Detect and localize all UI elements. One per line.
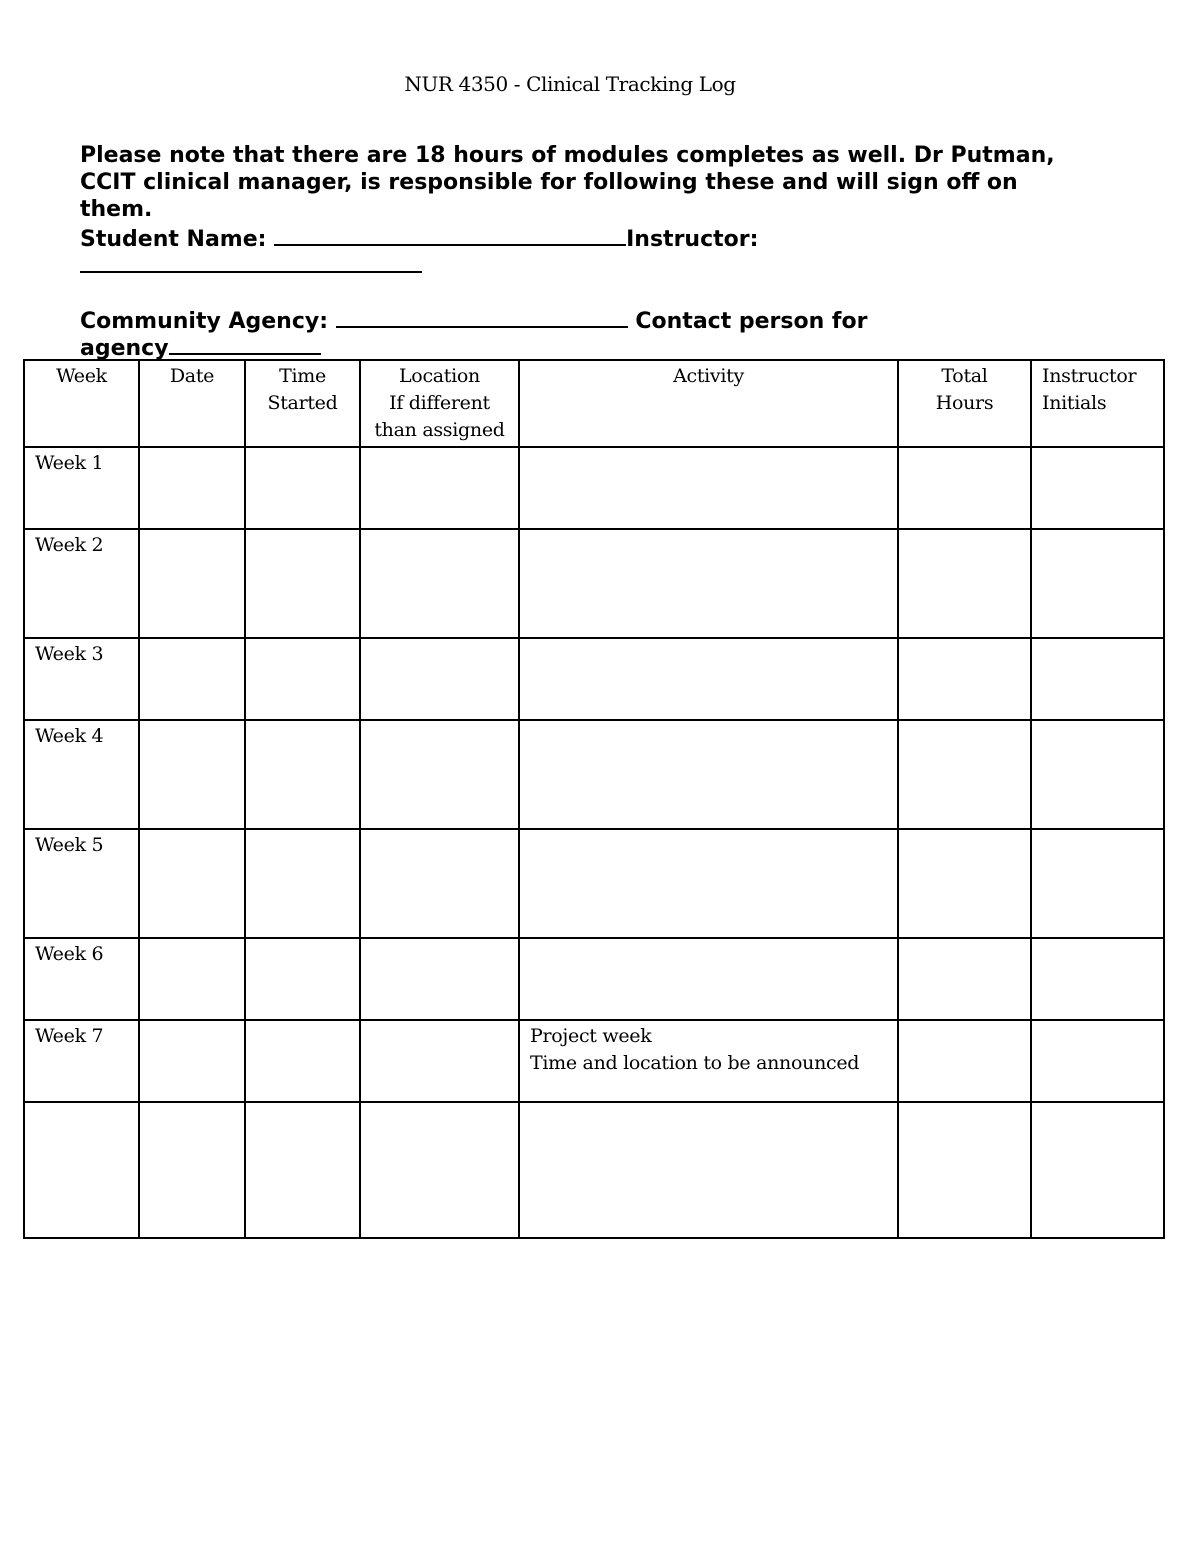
modules-note xyxy=(80,142,1080,223)
cell-instructor-initials[interactable] xyxy=(1031,938,1164,1020)
cell-activity[interactable] xyxy=(519,638,898,720)
cell-instructor-initials[interactable] xyxy=(1031,638,1164,720)
cell-location[interactable] xyxy=(360,938,519,1020)
table-row xyxy=(24,829,1164,938)
cell-week[interactable]: Week 5 xyxy=(24,829,139,938)
cell-activity[interactable] xyxy=(519,447,898,529)
student-name-field[interactable] xyxy=(274,224,626,246)
cell-time-started[interactable] xyxy=(245,638,360,720)
table-header-row xyxy=(24,360,1164,447)
header-line: Instructor xyxy=(1042,365,1137,387)
instructor-line xyxy=(80,251,422,280)
community-agency-label: Community Agency: xyxy=(80,309,329,334)
contact-person-label: Contact person for xyxy=(635,309,868,334)
cell-total-hours[interactable] xyxy=(898,1102,1031,1238)
header-line: Started xyxy=(267,392,338,414)
student-instructor-line xyxy=(80,224,758,253)
community-agency-field[interactable] xyxy=(336,306,628,328)
cell-time-started[interactable] xyxy=(245,447,360,529)
header-instructor-initials xyxy=(1031,360,1164,447)
cell-date[interactable] xyxy=(139,938,245,1020)
cell-date[interactable] xyxy=(139,1020,245,1102)
cell-instructor-initials[interactable] xyxy=(1031,829,1164,938)
cell-location[interactable] xyxy=(360,1102,519,1238)
cell-total-hours[interactable] xyxy=(898,447,1031,529)
table-row xyxy=(24,529,1164,638)
cell-total-hours[interactable] xyxy=(898,1020,1031,1102)
header-date xyxy=(139,360,245,447)
cell-date[interactable] xyxy=(139,638,245,720)
cell-activity[interactable] xyxy=(519,1102,898,1238)
header-line: Hours xyxy=(935,392,994,414)
table-row xyxy=(24,1102,1164,1238)
cell-instructor-initials[interactable] xyxy=(1031,1102,1164,1238)
cell-week[interactable]: Week 6 xyxy=(24,938,139,1020)
header-location xyxy=(360,360,519,447)
cell-total-hours[interactable] xyxy=(898,938,1031,1020)
cell-activity[interactable] xyxy=(519,720,898,829)
cell-date[interactable] xyxy=(139,529,245,638)
cell-location[interactable] xyxy=(360,829,519,938)
cell-activity[interactable] xyxy=(519,1020,898,1102)
cell-week[interactable]: Week 1 xyxy=(24,447,139,529)
header-line: Week xyxy=(56,365,107,387)
agency-contact-field[interactable] xyxy=(169,333,321,355)
table-row xyxy=(24,447,1164,529)
header-line: Initials xyxy=(1042,392,1107,414)
cell-instructor-initials[interactable] xyxy=(1031,447,1164,529)
cell-time-started[interactable] xyxy=(245,529,360,638)
table-row xyxy=(24,938,1164,1020)
student-name-label: Student Name: xyxy=(80,227,267,252)
activity-line: Project week xyxy=(530,1025,652,1047)
header-total-hours xyxy=(898,360,1031,447)
cell-time-started[interactable] xyxy=(245,829,360,938)
cell-time-started[interactable] xyxy=(245,720,360,829)
header-line: Date xyxy=(169,365,215,387)
table-body xyxy=(24,447,1164,1238)
cell-total-hours[interactable] xyxy=(898,829,1031,938)
cell-date[interactable] xyxy=(139,447,245,529)
header-line: Activity xyxy=(673,365,744,387)
cell-activity[interactable] xyxy=(519,829,898,938)
modules-note-text: Please note that there are 18 hours of modules completes as well. Dr Putman, CCIT clinical manager, is responsible for following these and will sign off on them. xyxy=(80,143,1055,222)
page-title: NUR 4350 - Clinical Tracking Log xyxy=(404,72,736,96)
cell-location[interactable] xyxy=(360,447,519,529)
header-time-started xyxy=(245,360,360,447)
header-line: than assigned xyxy=(374,419,505,441)
cell-activity[interactable] xyxy=(519,529,898,638)
cell-location[interactable] xyxy=(360,529,519,638)
agency-line xyxy=(80,306,867,335)
cell-location[interactable] xyxy=(360,1020,519,1102)
header-activity xyxy=(519,360,898,447)
cell-time-started[interactable] xyxy=(245,938,360,1020)
cell-location[interactable] xyxy=(360,638,519,720)
cell-instructor-initials[interactable] xyxy=(1031,720,1164,829)
cell-date[interactable] xyxy=(139,1102,245,1238)
header-week xyxy=(24,360,139,447)
cell-time-started[interactable] xyxy=(245,1102,360,1238)
cell-week[interactable]: Week 4 xyxy=(24,720,139,829)
agency-contact-line xyxy=(80,333,321,362)
activity-line: Time and location to be announced xyxy=(530,1052,860,1074)
cell-total-hours[interactable] xyxy=(898,638,1031,720)
instructor-field[interactable] xyxy=(80,251,422,273)
header-line: If different xyxy=(389,392,490,414)
cell-total-hours[interactable] xyxy=(898,720,1031,829)
header-line: Time xyxy=(279,365,326,387)
cell-time-started[interactable] xyxy=(245,1020,360,1102)
cell-week[interactable] xyxy=(24,1102,139,1238)
cell-date[interactable] xyxy=(139,829,245,938)
cell-total-hours[interactable] xyxy=(898,529,1031,638)
cell-instructor-initials[interactable] xyxy=(1031,529,1164,638)
clinical-tracking-table xyxy=(23,359,1165,1239)
cell-instructor-initials[interactable] xyxy=(1031,1020,1164,1102)
cell-week[interactable]: Week 7 xyxy=(24,1020,139,1102)
cell-week[interactable]: Week 2 xyxy=(24,529,139,638)
cell-activity[interactable] xyxy=(519,938,898,1020)
instructor-label: Instructor: xyxy=(626,227,759,252)
header-line: Total xyxy=(941,365,988,387)
cell-date[interactable] xyxy=(139,720,245,829)
table-row xyxy=(24,638,1164,720)
agency-label: agency xyxy=(80,336,169,361)
header-line: Location xyxy=(398,365,480,387)
cell-location[interactable] xyxy=(360,720,519,829)
cell-week[interactable]: Week 3 xyxy=(24,638,139,720)
table-row xyxy=(24,1020,1164,1102)
table-row xyxy=(24,720,1164,829)
